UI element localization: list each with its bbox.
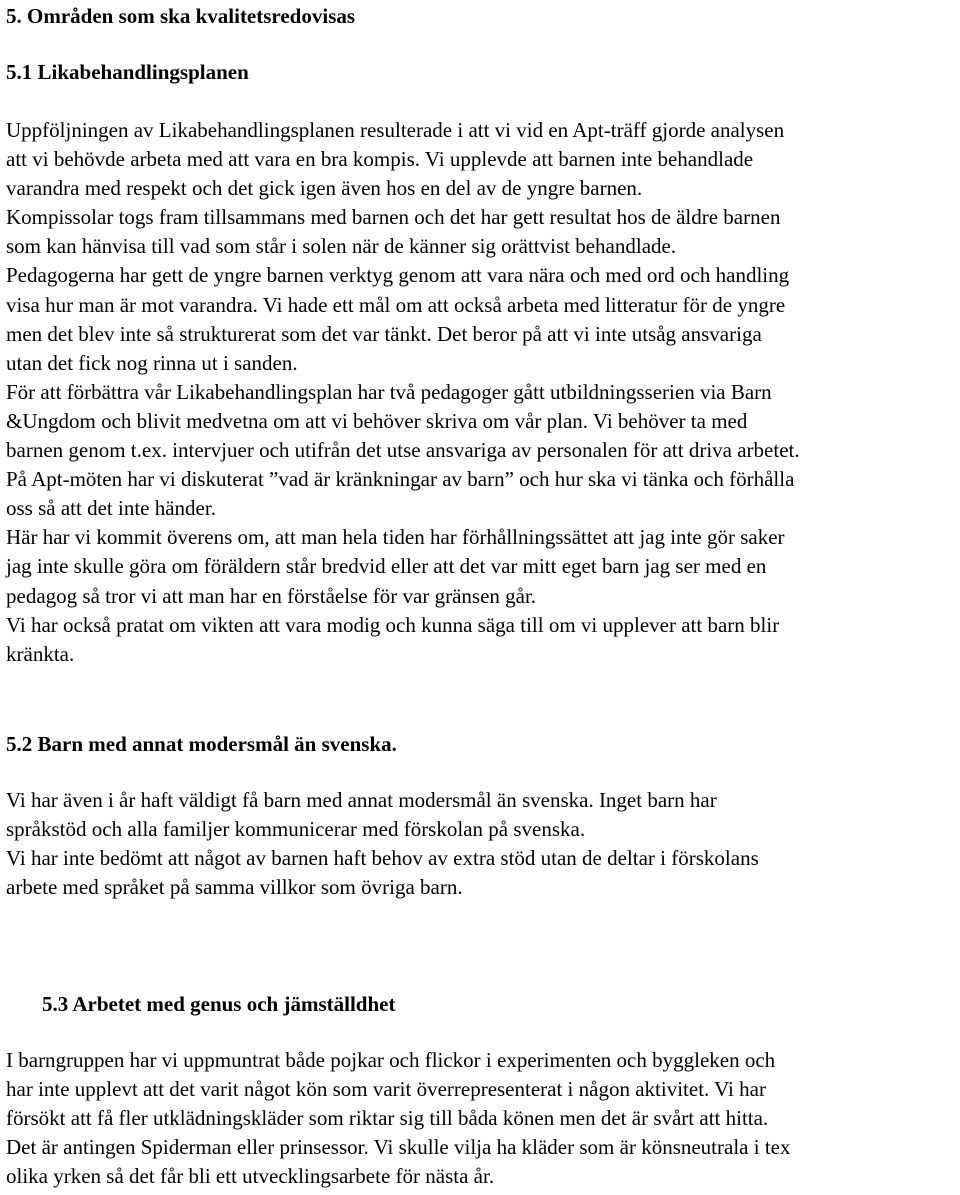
body-line: som kan hänvisa till vad som står i solen när de känner sig orättvist behandlade. [6,234,677,259]
body-line: I barngruppen har vi uppmuntrat både pojkar och flickor i experimenten och byggleken och [6,1048,776,1072]
heading-genus: 5.3 Arbetet med genus och jämställdhet [42,992,396,1016]
body-line: Vi har inte bedömt att något av barnen haft behov av extra stöd utan de deltar i förskolans [6,846,759,871]
body-line: Uppföljningen av Likabehandlingsplanen resulterade i att vi vid en Apt-träff gjorde analysen [6,118,785,142]
body-line: För att förbättra vår Likabehandlingsplan har två pedagoger gått utbildningsserien via Barn [6,379,772,404]
body-line: Vi har även i år haft väldigt få barn med annat modersmål än svenska. Inget barn har [6,788,717,812]
body-line: jag inte skulle göra om föräldern står bredvid eller att det var mitt eget barn jag ser med en [6,554,767,579]
body-line: Det är antingen Spiderman eller prinsessor. Vi skulle vilja ha kläder som är könsneutrala i tex [6,1135,791,1160]
body-line: Kompissolar togs fram tillsammans med barnen och det har gett resultat hos de äldre barnen [6,205,781,230]
body-line: arbete med språket på samma villkor som övriga barn. [6,875,463,900]
body-line: utan det fick nog rinna ut i sanden. [6,350,298,375]
body-line: men det blev inte så strukturerat som det var tänkt. Det beror på att vi inte utsåg ansvariga [6,321,762,346]
heading-omraden: 5. Områden som ska kvalitetsredovisas [6,4,356,28]
body-line: kränkta. [6,641,75,666]
heading-likabehandlingsplanen: 5.1 Likabehandlingsplanen [6,60,249,84]
body-line: Pedagogerna har gett de yngre barnen verktyg genom att vara nära och med ord och handling [6,263,790,288]
body-line: olika yrken så det får bli ett utvecklingsarbete för nästa år. [6,1164,495,1189]
body-line: Vi har också pratat om vikten att vara modig och kunna säga till om vi upplever att barn blir [6,612,780,637]
body-line: oss så att det inte händer. [6,496,216,521]
section-5-3-body [6,1046,790,1191]
section-5-2-body [6,786,759,902]
body-line: &Ungdom och blivit medvetna om att vi behöver skriva om vår plan. Vi behöver ta med [6,408,748,433]
body-line: att vi behövde arbeta med att vara en bra kompis. Vi upplevde att barnen inte behandlade [6,147,754,172]
body-line: visa hur man är mot varandra. Vi hade ett mål om att också arbeta med litteratur för de yngre [6,292,786,317]
body-line: varandra med respekt och det gick igen även hos en del av de yngre barnen. [6,176,643,201]
heading-modersmal: 5.2 Barn med annat modersmål än svenska. [6,732,397,756]
body-line: pedagog så tror vi att man har en förståelse för var gränsen går. [6,583,537,608]
body-line: försökt att få fler utklädningskläder som riktar sig till båda könen men det är svårt att hitta. [6,1106,769,1131]
body-line: Här har vi kommit överens om, att man hela tiden har förhållningssättet att jag inte gör saker [6,525,785,550]
body-line: språkstöd och alla familjer kommunicerar med förskolan på svenska. [6,817,586,842]
body-line: På Apt-möten har vi diskuterat ”vad är kränkningar av barn” och hur ska vi tänka och förhålla [6,467,795,492]
body-line: barnen genom t.ex. intervjuer och utifrån det utse ansvariga av personalen för att driva arbetet. [6,438,800,463]
section-5-1-body [6,116,800,669]
body-line: har inte upplevt att det varit något kön som varit överrepresenterat i någon aktivitet. Vi har [6,1077,766,1102]
